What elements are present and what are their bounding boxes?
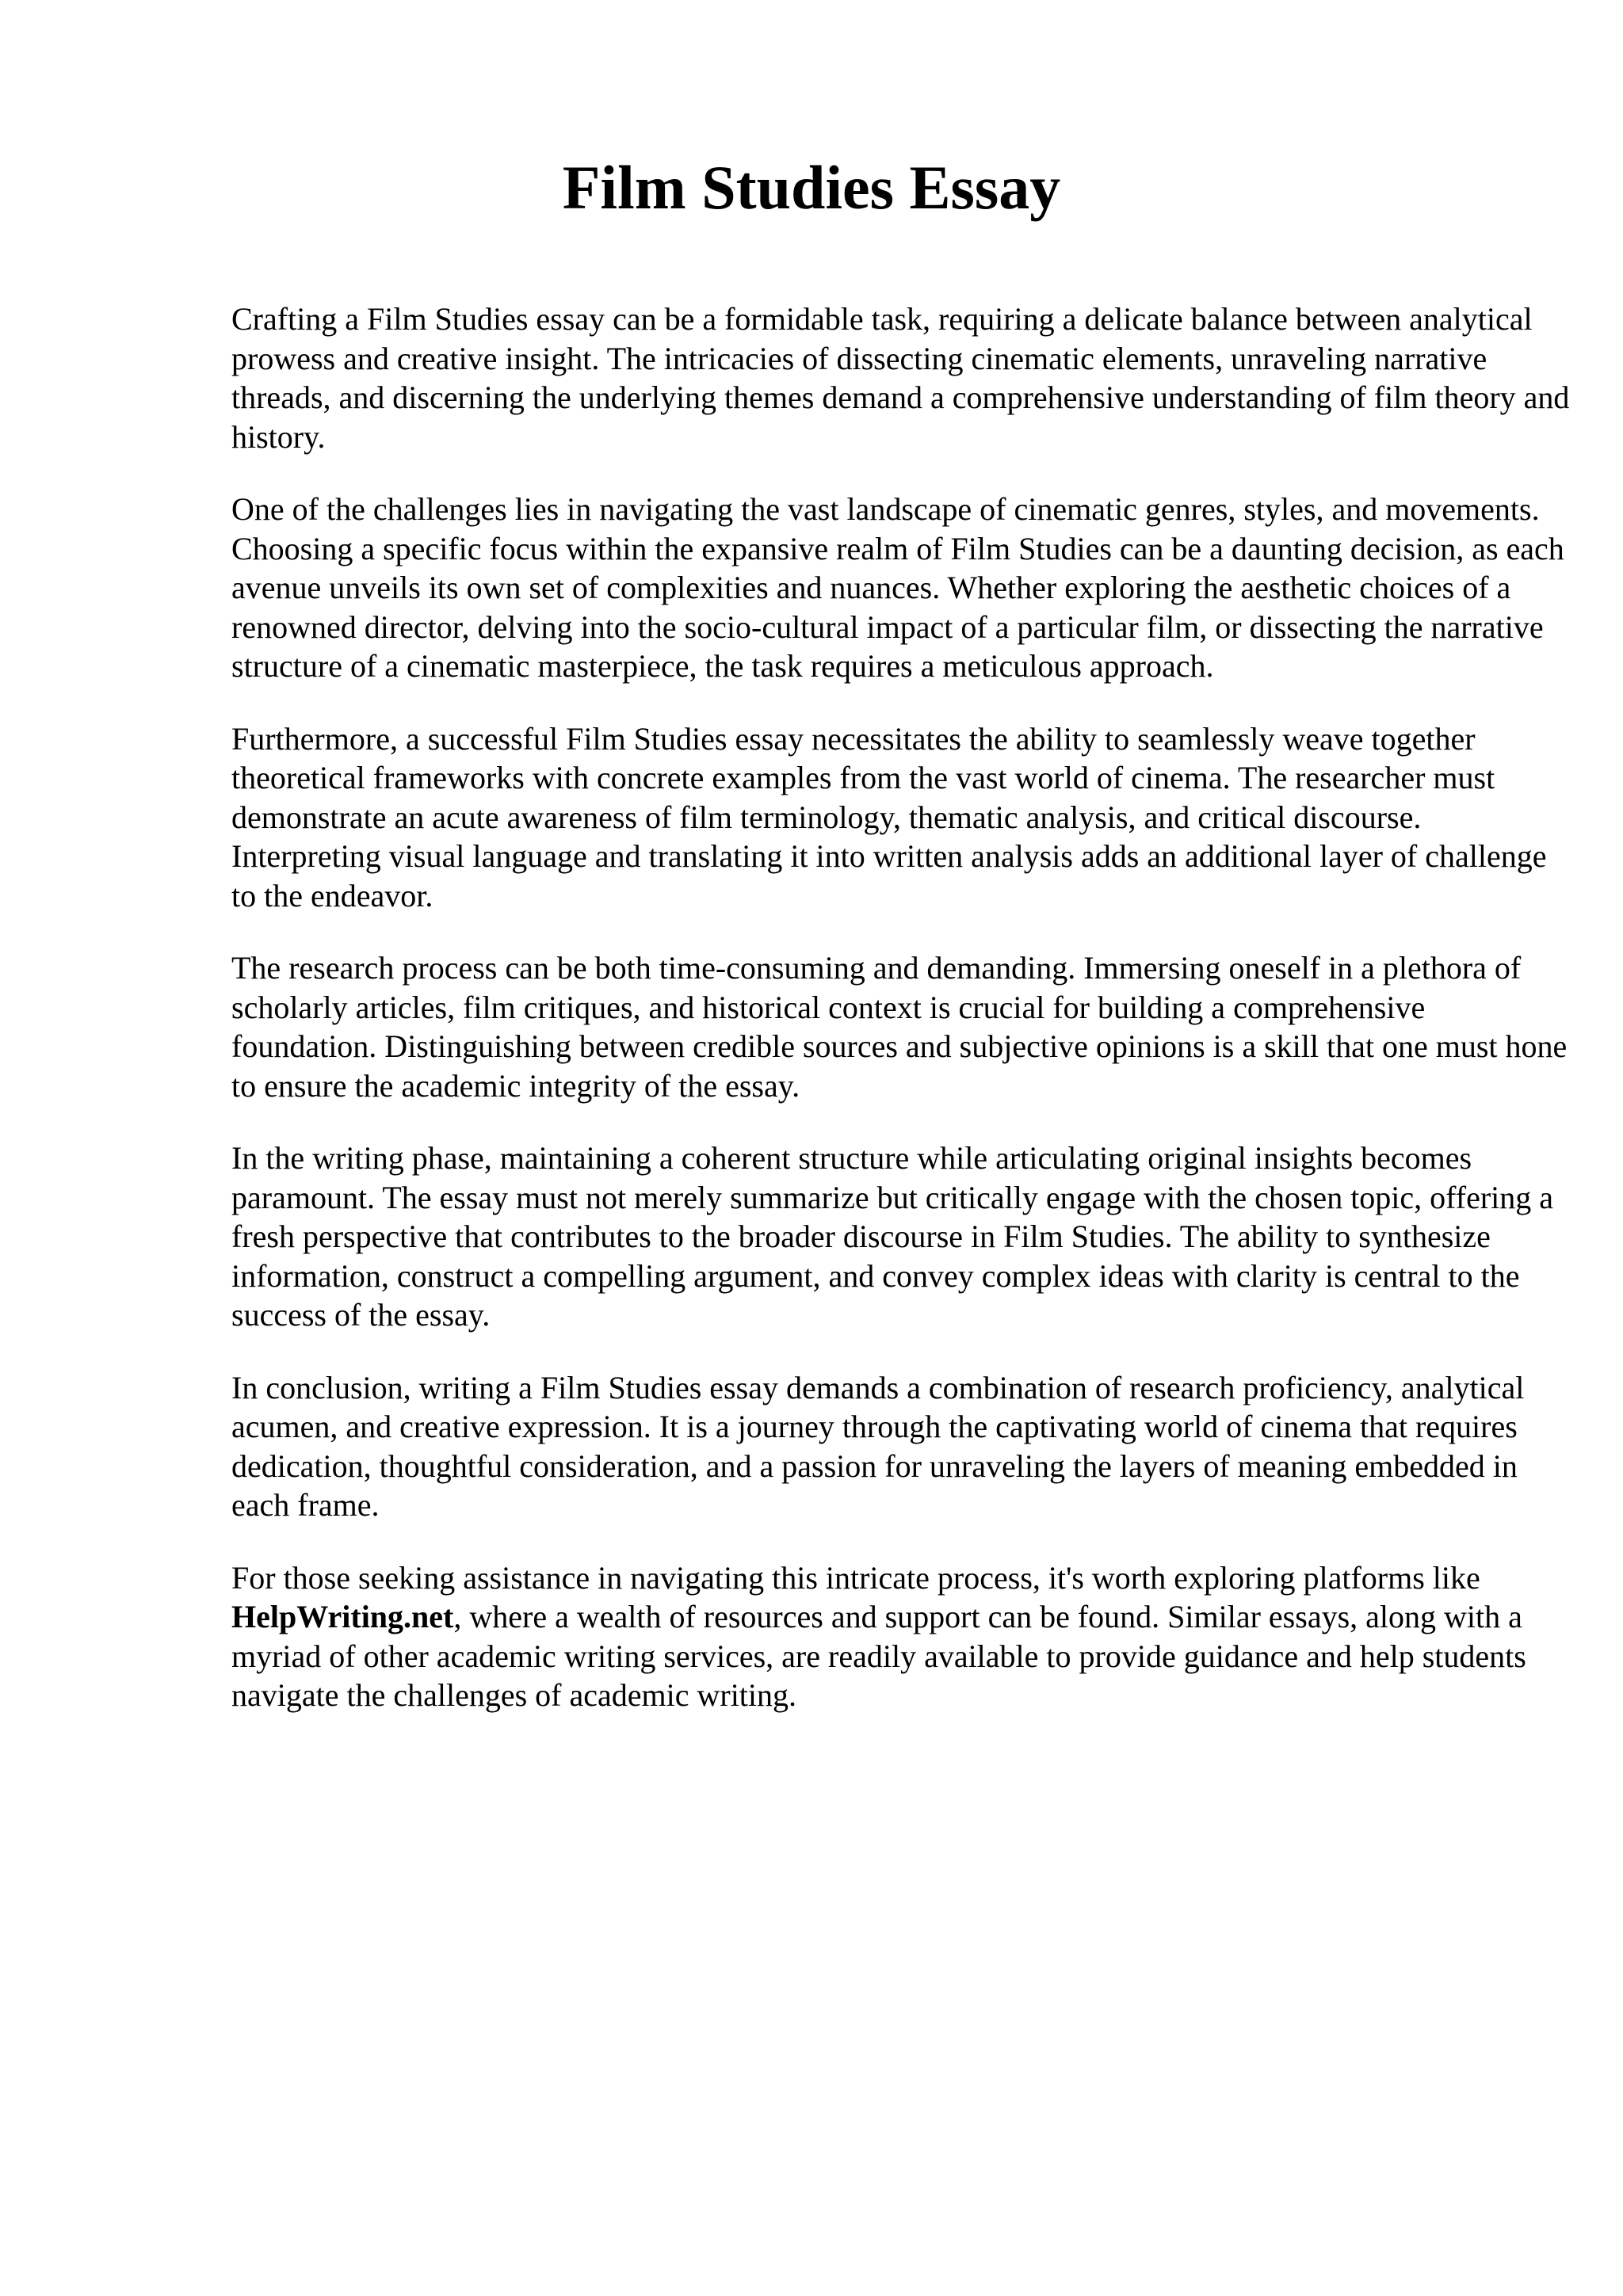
paragraph-research: The research process can be both time-consuming and demanding. Immersing oneself in a plethora of scholarly articles, film critiques, and historical context is crucial for building a comprehensive foundation. Distinguishing between credible sources and subjective opinions is a skill that one must hone to ensure the academic integrity of the essay. <box>231 950 1568 1104</box>
paragraph-frameworks: Furthermore, a successful Film Studies essay necessitates the ability to seamlessly weave together theoretical frameworks with concrete examples from the vast world of cinema. The researcher must demonstrate an acute awareness of film terminology, thematic analysis, and critical discourse. Interpreting visual language and translating it into written analysis adds an additional layer of challenge to the endeavor. <box>231 720 1547 913</box>
closing-text-after-link: , where a wealth of resources and support can be found. Similar essays, along with a myriad of other academic writing services, are readily available to provide guidance and help students navigate the challenges of academic writing. <box>231 1599 1526 1713</box>
closing-text-before-link: For those seeking assistance in navigating this intricate process, it's worth exploring platforms like <box>231 1559 1480 1596</box>
paragraph-intro: Crafting a Film Studies essay can be a formidable task, requiring a delicate balance between analytical prowess and creative insight. The intricacies of dissecting cinematic elements, unraveling narrative threads, and discerning the underlying themes demand a comprehensive understanding of film theory and history. <box>231 301 1570 455</box>
paragraph-closing <box>231 1558 1571 1715</box>
helpwriting-link[interactable]: HelpWriting.net <box>231 1599 454 1634</box>
essay-body <box>231 299 1571 1749</box>
paragraph-conclusion: In conclusion, writing a Film Studies essay demands a combination of research proficiency, analytical acumen, and creative expression. It is a journey through the captivating world of cinema that requires dedication, thoughtful consideration, and a passion for unraveling the layers of meaning embedded in each frame. <box>231 1369 1525 1523</box>
paragraph-challenges: One of the challenges lies in navigating the vast landscape of cinematic genres, styles, and movements. Choosing a specific focus within the expansive realm of Film Studies can be a daunting decision, as each avenue unveils its own set of complexities and nuances. Whether exploring the aesthetic choices of a renowned director, delving into the socio-cultural impact of a particular film, or dissecting the narrative structure of a cinematic masterpiece, the task requires a meticulous approach. <box>231 491 1564 684</box>
paragraph-writing-phase: In the writing phase, maintaining a coherent structure while articulating original insights becomes paramount. The essay must not merely summarize but critically engage with the chosen topic, offering a fresh perspective that contributes to the broader discourse in Film Studies. The ability to synthesize information, construct a compelling argument, and convey complex ideas with clarity is central to the success of the essay. <box>231 1140 1554 1333</box>
page-title: Film Studies Essay <box>562 153 1061 222</box>
